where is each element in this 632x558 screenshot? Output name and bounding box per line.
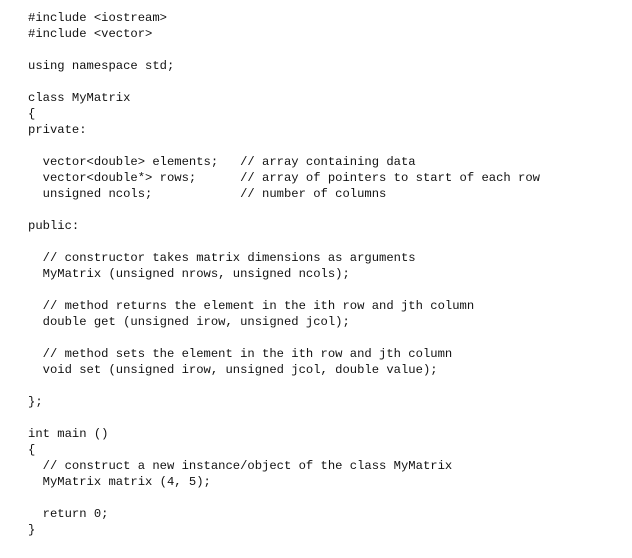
code-listing	[28, 10, 628, 538]
code-line: class MyMatrix	[28, 91, 131, 105]
code-line	[28, 282, 628, 298]
code-line	[28, 490, 628, 506]
code-line: int main ()	[28, 427, 109, 441]
code-line: return 0;	[28, 507, 109, 521]
code-line: MyMatrix matrix (4, 5);	[28, 475, 211, 489]
code-line: // constructor takes matrix dimensions as arguments	[28, 251, 416, 265]
code-line: // method sets the element in the ith row and jth column	[28, 347, 453, 361]
code-line: private:	[28, 123, 87, 137]
code-line: {	[28, 107, 36, 121]
code-line: // construct a new instance/object of the class MyMatrix	[28, 459, 453, 473]
code-line: void set (unsigned irow, unsigned jcol, double value);	[28, 363, 438, 377]
code-line: vector<double*> rows; // array of pointers to start of each row	[28, 171, 540, 185]
code-line: using namespace std;	[28, 59, 175, 73]
code-line	[28, 378, 628, 394]
code-line	[28, 138, 628, 154]
code-line: {	[28, 443, 36, 457]
code-line: vector<double> elements; // array containing data	[28, 155, 416, 169]
code-line: };	[28, 395, 43, 409]
code-line: public:	[28, 219, 80, 233]
code-line: #include <vector>	[28, 27, 153, 41]
code-line	[28, 234, 628, 250]
code-line: // method returns the element in the ith row and jth column	[28, 299, 475, 313]
code-line	[28, 74, 628, 90]
code-line	[28, 330, 628, 346]
code-line: }	[28, 523, 36, 537]
code-line: double get (unsigned irow, unsigned jcol);	[28, 315, 350, 329]
code-line: unsigned ncols; // number of columns	[28, 187, 387, 201]
code-line: #include <iostream>	[28, 11, 167, 25]
code-line	[28, 42, 628, 58]
code-line: MyMatrix (unsigned nrows, unsigned ncols);	[28, 267, 350, 281]
code-line	[28, 410, 628, 426]
code-line	[28, 202, 628, 218]
